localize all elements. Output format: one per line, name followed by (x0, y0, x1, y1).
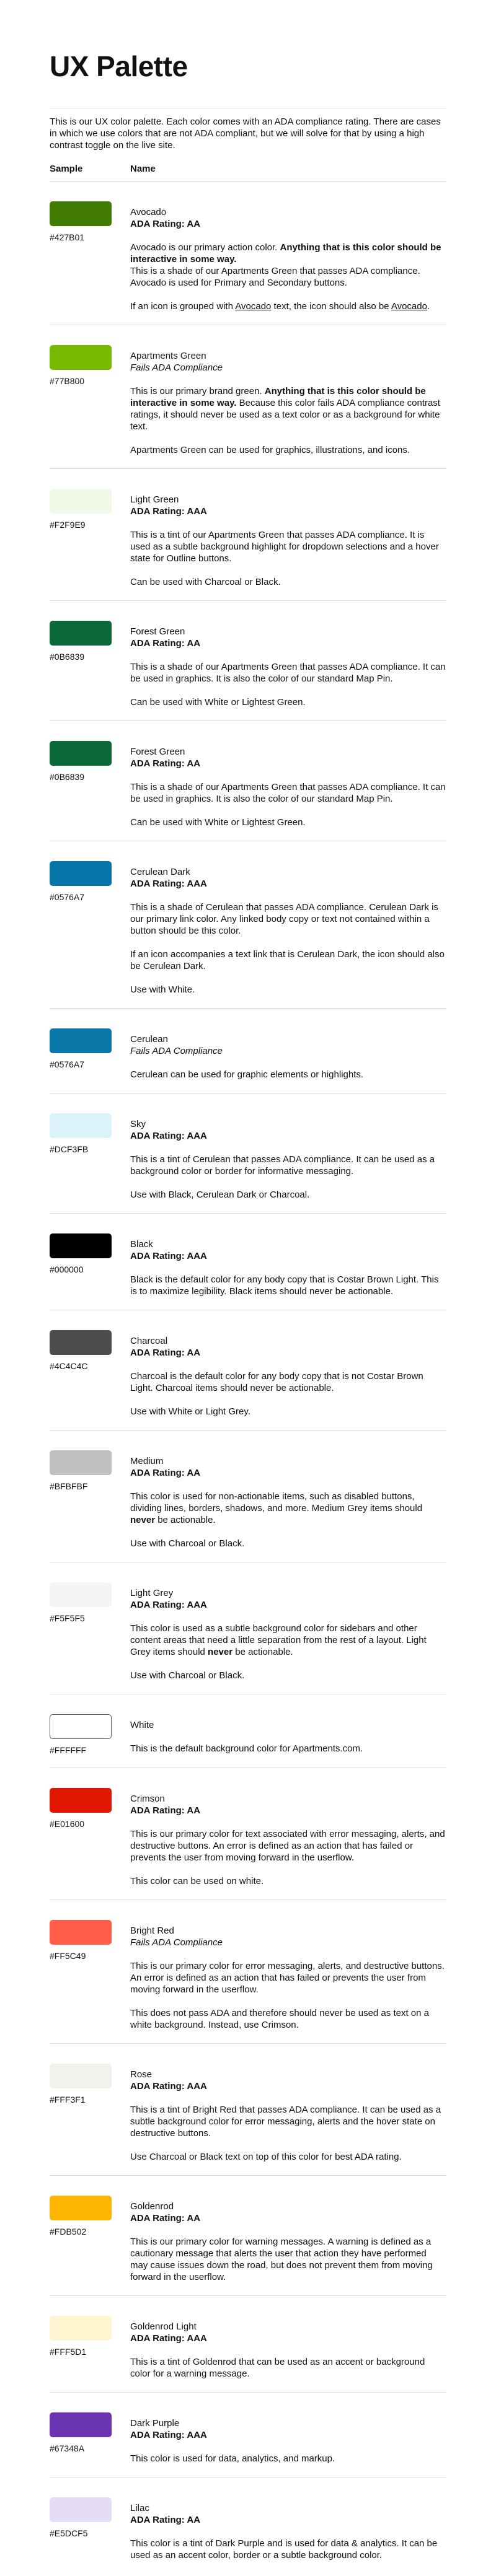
color-sample (50, 338, 130, 456)
color-description: Avocado is our primary action color. Anything that is this color should be interactive in some way. This is a shade of our Apartments Green that passes ADA compliance. Avocado is used for Primary and Secondary buttons. (130, 242, 441, 288)
color-info (130, 1021, 446, 1080)
color-hex: #0576A7 (50, 1059, 85, 1069)
color-row (50, 2392, 446, 2477)
color-swatch (50, 1113, 112, 1138)
color-row (50, 1430, 446, 1562)
color-sample (50, 1226, 130, 1297)
ada-rating: Fails ADA Compliance (130, 362, 223, 373)
color-swatch (50, 1028, 112, 1053)
color-hex: #F5F5F5 (50, 1613, 85, 1623)
color-sample (50, 1106, 130, 1201)
color-info (130, 1323, 446, 1417)
color-swatch (50, 2497, 112, 2522)
color-row (50, 1310, 446, 1430)
color-swatch (50, 2196, 112, 2220)
color-name: Charcoal (130, 1336, 168, 1346)
color-row (50, 325, 446, 468)
color-description: This color is used for data, analytics, and markup. (130, 2453, 335, 2464)
color-hex: #FF5C49 (50, 1951, 86, 1961)
color-sample (50, 1912, 130, 2031)
color-info (130, 1106, 446, 1201)
color-sample (50, 2308, 130, 2380)
ada-rating: ADA Rating: AA (130, 2213, 201, 2223)
color-description: Use with White or Light Grey. (130, 1406, 250, 1417)
color-swatch (50, 1788, 112, 1813)
color-swatch (50, 201, 112, 226)
color-hex: #FFFFFF (50, 1745, 87, 1755)
color-row (50, 1093, 446, 1213)
column-header-name: Name (130, 164, 156, 174)
color-description: This is a tint of Bright Red that passes ADA compliance. It can be used as a subtle background color for error messaging, alerts and the hover state on destructive buttons. (130, 2105, 441, 2139)
ada-rating: Fails ADA Compliance (130, 1937, 223, 1948)
ada-rating: ADA Rating: AAA (130, 1251, 207, 1261)
color-hex: #4C4C4C (50, 1361, 88, 1371)
color-swatch (50, 1582, 112, 1607)
color-sample (50, 2490, 130, 2561)
color-hex: #427B01 (50, 232, 85, 242)
color-swatch (50, 1450, 112, 1475)
color-description: This is a tint of Goldenrod that can be used as an accent or background color for a warning message. (130, 2357, 425, 2379)
color-hex: #DCF3FB (50, 1144, 89, 1154)
color-swatch (50, 2064, 112, 2088)
color-sample (50, 613, 130, 708)
color-swatch (50, 489, 112, 514)
color-row (50, 2295, 446, 2392)
color-description: Use Charcoal or Black text on top of this color for best ADA rating. (130, 2152, 402, 2162)
color-name: Light Green (130, 494, 179, 505)
ada-rating: ADA Rating: AA (130, 1347, 201, 1358)
color-row (50, 181, 446, 325)
color-swatch (50, 1233, 112, 1258)
color-description: This is a shade of Cerulean that passes ADA compliance. Cerulean Dark is our primary link color. Any linked body copy or text not contained within a button should be this color. (130, 902, 438, 936)
color-hex: #E5DCF5 (50, 2528, 88, 2538)
color-hex: #BFBFBF (50, 1481, 88, 1491)
color-swatch (50, 621, 112, 646)
color-info (130, 481, 446, 588)
spacer (130, 374, 446, 385)
spacer (130, 1359, 446, 1370)
color-name: Dark Purple (130, 2418, 180, 2429)
color-info (130, 854, 446, 996)
color-swatch (50, 345, 112, 370)
color-swatch (50, 2412, 112, 2437)
spacer (130, 1262, 446, 1274)
color-name: Cerulean Dark (130, 867, 190, 877)
color-sample (50, 854, 130, 996)
color-description: This is our primary color for warning messages. A warning is defined as a cautionary message that alerts the user that action they have performed may cause issues down the road, but does not prevent them from moving forward in the userflow. (130, 2236, 433, 2282)
color-sample (50, 1443, 130, 1549)
color-name: Goldenrod (130, 2201, 174, 2212)
color-description: Can be used with White or Lightest Green. (130, 697, 306, 708)
color-hex: #000000 (50, 1264, 84, 1274)
color-info (130, 734, 446, 828)
color-sample (50, 734, 130, 828)
spacer (130, 1057, 446, 1069)
color-row (50, 1768, 446, 1899)
color-row (50, 468, 446, 600)
color-sample (50, 1707, 130, 1755)
color-info (130, 1707, 446, 1755)
color-name: Avocado (130, 207, 167, 217)
color-swatch (50, 741, 112, 766)
ada-rating: ADA Rating: AA (130, 638, 201, 649)
color-description: If an icon accompanies a text link that is Cerulean Dark, the icon should also be Cerulean Dark. (130, 949, 445, 971)
color-info (130, 1781, 446, 1887)
color-description: This color can be used on white. (130, 1876, 264, 1886)
color-description: This is a shade of our Apartments Green that passes ADA compliance. It can be used in graphics. It is also the color of our standard Map Pin. (130, 782, 446, 804)
color-hex: #0B6839 (50, 772, 85, 782)
color-description: This is a shade of our Apartments Green that passes ADA compliance. It can be used in graphics. It is also the color of our standard Map Pin. (130, 662, 446, 684)
color-name: Bright Red (130, 1925, 174, 1936)
color-info (130, 1912, 446, 2031)
color-info (130, 2056, 446, 2163)
spacer (130, 1479, 446, 1491)
color-description: Use with Charcoal or Black. (130, 1538, 245, 1549)
color-description: Can be used with Charcoal or Black. (130, 577, 281, 587)
spacer (130, 1142, 446, 1154)
color-row (50, 1562, 446, 1694)
color-name: Apartments Green (130, 351, 206, 361)
spacer (130, 1731, 446, 1743)
color-description: This does not pass ADA and therefore should never be used as text on a white background. Instead, use Crimson. (130, 2008, 429, 2030)
color-description: If an icon is grouped with Avocado text, the icon should also be Avocado. (130, 301, 430, 312)
color-name: Sky (130, 1119, 146, 1129)
color-row (50, 600, 446, 721)
color-sample (50, 2188, 130, 2283)
color-hex: #0576A7 (50, 892, 85, 902)
color-name: Lilac (130, 2503, 149, 2513)
color-swatch (50, 1714, 112, 1739)
spacer (130, 2092, 446, 2104)
color-description: Can be used with White or Lightest Green. (130, 817, 306, 828)
color-name: Forest Green (130, 626, 185, 637)
color-sample (50, 1781, 130, 1887)
color-row (50, 2175, 446, 2295)
color-swatch (50, 861, 112, 886)
color-row (50, 1899, 446, 2043)
color-sample (50, 481, 130, 588)
color-swatch (50, 1920, 112, 1945)
color-name: Medium (130, 1456, 164, 1466)
color-name: Light Grey (130, 1588, 174, 1598)
color-sample (50, 1021, 130, 1080)
color-description: This is the default background color for Apartments.com. (130, 1743, 363, 1754)
color-info (130, 1443, 446, 1549)
color-swatch (50, 2316, 112, 2341)
color-description: Use with Charcoal or Black. (130, 1670, 245, 1681)
color-row (50, 1213, 446, 1310)
spacer (130, 230, 446, 242)
color-info (130, 2405, 446, 2464)
color-sample (50, 2405, 130, 2464)
color-hex: #67348A (50, 2443, 85, 2453)
color-description: This color is used as a subtle background color for sidebars and other content areas that need a little separation from the rest of a layout. Light Grey items should never be actionable. (130, 1623, 427, 1657)
color-name: Goldenrod Light (130, 2321, 197, 2332)
color-info (130, 1226, 446, 1297)
color-description: This is a tint of our Apartments Green that passes ADA compliance. It is used as a subtle background highlight for dropdown selections and a hover state for Outline buttons. (130, 530, 439, 564)
color-sample (50, 1323, 130, 1417)
spacer (130, 2441, 446, 2453)
spacer (130, 1948, 446, 1960)
color-row (50, 1008, 446, 1093)
color-info (130, 338, 446, 456)
spacer (130, 890, 446, 901)
color-name: Cerulean (130, 1034, 168, 1045)
spacer (130, 2344, 446, 2356)
color-hex: #77B800 (50, 376, 85, 386)
color-name: Black (130, 1239, 153, 1250)
color-name: Rose (130, 2069, 153, 2080)
color-name: Forest Green (130, 747, 185, 757)
color-swatch (50, 1330, 112, 1355)
color-description: This color is used for non-actionable items, such as disabled buttons, dividing lines, borders, shadows, and more. Medium Grey items should never be actionable. (130, 1491, 423, 1525)
spacer (130, 2526, 446, 2538)
ada-rating: ADA Rating: AA (130, 1805, 201, 1816)
spacer (130, 517, 446, 529)
color-description: Use with Black, Cerulean Dark or Charcoal. (130, 1189, 310, 1200)
color-sample (50, 2056, 130, 2163)
color-row (50, 721, 446, 841)
spacer (130, 1611, 446, 1623)
ada-rating: ADA Rating: AAA (130, 2333, 207, 2344)
color-info (130, 194, 446, 312)
color-info (130, 2188, 446, 2283)
color-description: This is a tint of Cerulean that passes ADA compliance. It can be used as a background color or border for informative messaging. (130, 1154, 435, 1176)
ada-rating: ADA Rating: AAA (130, 2430, 207, 2440)
ada-rating: ADA Rating: AAA (130, 1131, 207, 1141)
color-description: Cerulean can be used for graphic elements or highlights. (130, 1069, 364, 1080)
spacer (130, 649, 446, 661)
ada-rating: Fails ADA Compliance (130, 1046, 223, 1056)
color-row (50, 1694, 446, 1768)
color-info (130, 2490, 446, 2561)
color-info (130, 2308, 446, 2380)
ada-rating: ADA Rating: AA (130, 219, 201, 229)
ada-rating: ADA Rating: AA (130, 1468, 201, 1478)
color-row (50, 841, 446, 1008)
color-row (50, 2477, 446, 2574)
color-description: This color is a tint of Dark Purple and is used for data & analytics. It can be used as an accent color, border or a subtle background color. (130, 2538, 438, 2561)
color-description: Apartments Green can be used for graphics, illustrations, and icons. (130, 445, 410, 455)
color-name: White (130, 1720, 154, 1730)
color-hex: #F2F9E9 (50, 520, 86, 530)
color-hex: #FDB502 (50, 2227, 87, 2236)
color-description: This is our primary brand green. Anything that is this color should be interactive in some way. Because this color fails ADA compliance contrast ratings, it should never be used as a text color or as a background for white text. (130, 386, 440, 432)
color-description: Black is the default color for any body copy that is Costar Brown Light. This is to maximize legibility. Black items should never be actionable. (130, 1274, 439, 1297)
spacer (130, 769, 446, 781)
color-hex: #0B6839 (50, 652, 85, 662)
color-sample (50, 1575, 130, 1681)
color-description: Use with White. (130, 984, 195, 995)
ada-rating: ADA Rating: AA (130, 2515, 201, 2525)
page-title: UX Palette (50, 50, 188, 82)
color-description: This is our primary color for error messaging, alerts, and destructive buttons. An error is defined as an action that has failed or prevents the user from moving forward in the userflow. (130, 1961, 445, 1995)
color-hex: #FFF5D1 (50, 2347, 87, 2357)
column-header-sample: Sample (50, 164, 83, 174)
ada-rating: ADA Rating: AAA (130, 506, 207, 517)
color-description: This is our primary color for text associated with error messaging, alerts, and destructive buttons. An error is defined as an action that has failed or prevents the user from moving forward in the userflow. (130, 1829, 445, 1863)
spacer (130, 2224, 446, 2236)
color-row (50, 2043, 446, 2175)
ada-rating: ADA Rating: AA (130, 758, 201, 769)
color-hex: #FFF3F1 (50, 2095, 86, 2105)
color-name: Crimson (130, 1794, 165, 1804)
table-header (50, 164, 446, 181)
color-sample (50, 194, 130, 312)
ada-rating: ADA Rating: AAA (130, 2081, 207, 2092)
ada-rating: ADA Rating: AAA (130, 1600, 207, 1610)
spacer (130, 1816, 446, 1828)
color-hex: #E01600 (50, 1819, 85, 1829)
color-info (130, 1575, 446, 1681)
intro-text: This is our UX color palette. Each color comes with an ADA compliance rating. There are cases in which we use colors that are not ADA compliant, but we will solve for that by using a high contrast toggle on the live site. (50, 116, 441, 151)
color-description: Charcoal is the default color for any body copy that is not Costar Brown Light. Charcoal items should never be actionable. (130, 1371, 423, 1393)
ada-rating: ADA Rating: AAA (130, 878, 207, 889)
color-info (130, 613, 446, 708)
color-table (50, 181, 446, 2574)
